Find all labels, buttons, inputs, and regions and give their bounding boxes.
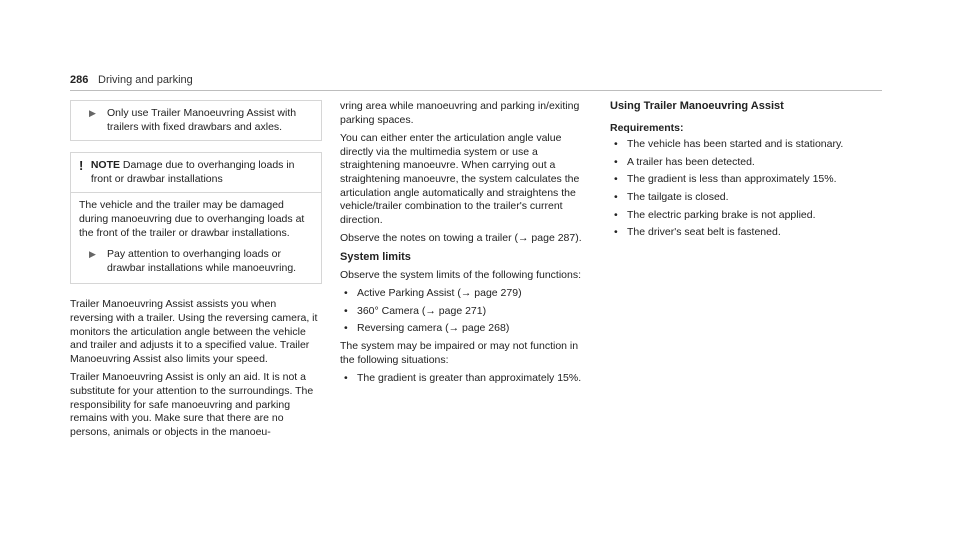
section-heading: System limits	[340, 250, 411, 263]
warning-header	[71, 153, 321, 192]
column-1	[70, 100, 322, 444]
requirements-label: Requirements:	[610, 121, 684, 134]
bullet-dot-icon: •	[344, 322, 348, 335]
bullet-dot-icon: •	[344, 304, 348, 317]
paragraph: Trailer Manoeuvring Assist assists you when reversing with a trailer. Using the reversing camera, it monitors the articulation angle between the vehicle and trailer and adjusts it to a specified value. Trailer Manoeuvring Assist also limits your speed.	[70, 298, 318, 365]
bullet-dot-icon: •	[614, 190, 618, 203]
tip-item	[89, 107, 313, 134]
list-item	[610, 156, 862, 170]
bullet-dot-icon: •	[614, 155, 618, 168]
note-label: NOTE	[90, 159, 120, 172]
paragraph: vring area while manoeuvring and parking in/exiting parking spaces.	[340, 100, 580, 126]
warning-action	[89, 248, 313, 275]
paragraph: Trailer Manoeuvring Assist is only an aid. It is not a substitute for your attention to the surroundings. The responsibility for safe manoeuvring and parking remains with you. Make sure that there are no persons, animals or objects in the manoeu-	[70, 371, 314, 438]
list-item	[610, 138, 862, 152]
list-item-text: The electric parking brake is not applied.	[627, 208, 816, 221]
list-item-text: The vehicle has been started and is stationary.	[627, 138, 844, 151]
warning-box	[70, 152, 322, 284]
paragraph: You can either enter the articulation angle value directly via the multimedia system or use a straightening manoeuvre. When carrying out a straightening manoeuvre, the system calculates the articulation angle automatically and straightens the vehicle/trailer combination to the trailer's current direction.	[340, 132, 580, 226]
warning-action-text: Pay attention to overhanging loads or drawbar installations while manoeuvring.	[107, 248, 297, 274]
warning-title	[91, 159, 313, 186]
list-item	[610, 191, 862, 205]
list-item-text: 360° Camera (→ page 271)	[357, 304, 487, 317]
warning-body	[71, 193, 321, 283]
section-heading: Using Trailer Manoeuvring Assist	[610, 100, 784, 112]
list-item-text: The driver's seat belt is fastened.	[627, 226, 781, 239]
column-3	[610, 100, 862, 244]
paragraph: Observe the system limits of the following functions:	[340, 268, 582, 281]
list-item-text: The tailgate is closed.	[627, 190, 729, 203]
list-item	[340, 372, 592, 386]
list-item-text: Reversing camera (→ page 268)	[357, 322, 510, 335]
page-number: 286	[70, 74, 89, 86]
list-item-text: The gradient is greater than approximately 15%.	[357, 372, 582, 385]
column-2	[340, 100, 592, 390]
list-item	[610, 226, 862, 240]
tip-text: Only use Trailer Manoeuvring Assist with trailers with fixed drawbars and axles.	[107, 107, 297, 133]
list-item-text: The gradient is less than approximately 15%.	[627, 173, 837, 186]
list-item-text: A trailer has been detected.	[627, 155, 755, 168]
section-title: Driving and parking	[98, 74, 193, 86]
bullet-dot-icon: •	[614, 173, 618, 186]
list-item	[610, 173, 862, 187]
warning-body-text: The vehicle and the trailer may be damaged during manoeuvring due to overhanging loads at the front of the trailer or drawbar installations.	[79, 199, 305, 239]
list-item	[340, 322, 592, 336]
bullet-dot-icon: •	[344, 372, 348, 385]
bullet-dot-icon: •	[614, 226, 618, 239]
list-item	[610, 209, 862, 223]
list-item-text: Active Parking Assist (→ page 279)	[357, 287, 522, 300]
triangle-right-icon: ▶	[89, 108, 96, 118]
page-header	[70, 74, 882, 91]
paragraph: The system may be impaired or may not function in the following situations:	[340, 339, 579, 366]
tip-box	[70, 100, 322, 141]
triangle-right-icon: ▶	[89, 249, 96, 260]
bullet-dot-icon: •	[614, 208, 618, 221]
list-item	[340, 287, 592, 301]
bullet-dot-icon: •	[344, 287, 348, 300]
warning-title-text: Damage due to overhanging loads in front or drawbar installations	[90, 159, 295, 185]
list-item	[340, 305, 592, 319]
exclamation-icon: !	[79, 158, 84, 174]
bullet-dot-icon: •	[614, 138, 618, 151]
paragraph: Observe the notes on towing a trailer (→ page 287).	[340, 232, 582, 245]
